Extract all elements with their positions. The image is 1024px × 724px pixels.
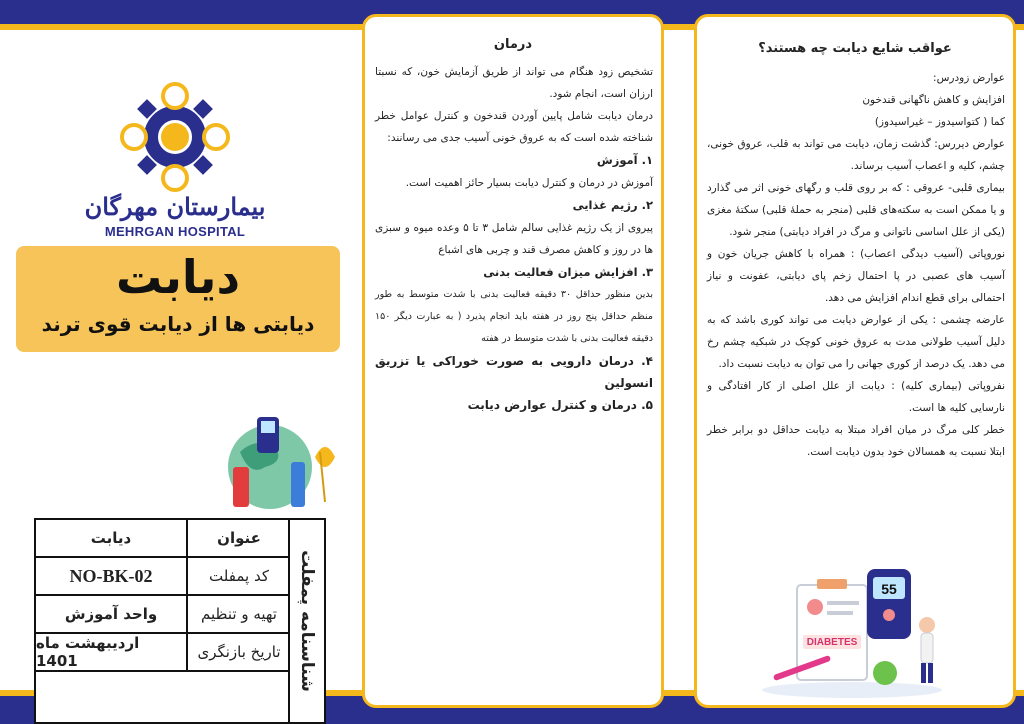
- glucometer-reading: 55: [881, 581, 897, 597]
- treatment-heading-5: ۵. درمان و کنترل عوارض دیابت: [467, 398, 653, 412]
- id-label: عنوان: [186, 520, 290, 556]
- table-row: [36, 596, 290, 634]
- eye-complication: عارضه چشمی : یکی از عوارض دیابت می تواند کوری باشد که به دلیل آسیب طولانی مدت به عروق خونی کوچک در شبکیه چشم رخ می دهد. یک درصد از کوری جهانی را می توان به دیابت نسبت داد.: [707, 314, 1005, 370]
- treatment-body: [375, 61, 653, 416]
- death-risk: خطر کلی مرگ در میان افراد مبتلا به دیابت حداقل دو برابر خطر ابتلا نسبت به همسالان خود بدون دیابت است.: [707, 424, 1005, 458]
- treatment-para-1: آموزش در درمان و کنترل دیابت بسیار حائز اهمیت است.: [405, 177, 653, 189]
- id-label: کد پمفلت: [186, 558, 290, 594]
- table-row: [36, 558, 290, 596]
- heart-complication: بیماری قلبی- عروقی : که بر روی قلب و رگهای خونی اثر می گذارد و یا ممکن است به سکته‌های قلبی (منجر به حملهٔ قلبی) سکتهٔ مغزی (یکی از علل اساسی ناتوانی و مرگ در افراد دیابتی) منجر شود.: [707, 182, 1005, 238]
- cover-subtitle: دیابتی ها از دیابت قوی ترند: [41, 312, 315, 336]
- id-value: اردیبهشت ماه 1401: [36, 634, 140, 670]
- diabetes-check-illustration: [757, 565, 947, 700]
- treatment-para-2: پیروی از یک رژیم غذایی سالم شامل ۳ تا ۵ وعده میوه و سبزی ها در روز و کاهش مصرف قند و چربی های اشباع: [375, 222, 654, 256]
- id-label: تهیه و تنظیم: [186, 596, 290, 632]
- table-row: [36, 520, 290, 558]
- title-box: [16, 246, 340, 352]
- complications-body: [707, 67, 1005, 463]
- late-complications: عوارض دیررس: گذشت زمان، دیابت می تواند به قلب، عروق خونی، چشم، کلیه و اعصاب آسیب برساند.: [707, 138, 1005, 172]
- id-table-side-title: شناسنامه پمفلت: [288, 520, 324, 722]
- id-label: تاریخ بازنگری: [186, 634, 290, 670]
- treatment-heading-2: ۲. رژیم غذایی: [572, 198, 653, 212]
- brand-name-en: MEHRGAN HOSPITAL: [104, 224, 246, 239]
- early-item-2: کما ( کتواسیدوز – غیراسیدوز): [874, 116, 1005, 128]
- treatment-heading-1: ۱. آموزش: [596, 153, 653, 167]
- treatment-para-3: بدین منظور حداقل ۳۰ دقیقه فعالیت بدنی با شدت متوسط به طور منظم حداقل پنج روز در هفته باید انجام پذیرد ( به عبارت دیگر ۱۵۰ دقیقه فعالیت بدنی با شدت متوسط در هفته: [375, 289, 654, 344]
- treatment-heading-3: ۳. افزایش میزان فعالیت بدنی: [483, 265, 653, 279]
- id-value: دیابت: [90, 529, 132, 547]
- id-value: واحد آموزش: [64, 605, 158, 623]
- treatment-heading-4: ۴. درمان دارویی به صورت خوراکی یا تزریق انسولین: [375, 354, 653, 390]
- hospital-logo-icon: [120, 82, 230, 192]
- treatment-title: درمان: [493, 37, 533, 52]
- cover-title: دیابت: [115, 250, 241, 304]
- kidney-complication: نفروپاتی (بیماری کلیه) : دیابت از علل اصلی از کار افتادگی و نارسایی کلیه ها است.: [707, 380, 1005, 414]
- pamphlet-id-table: [34, 518, 326, 724]
- id-value: NO-BK-02: [69, 565, 153, 586]
- early-title: عوارض زودرس:: [933, 72, 1005, 84]
- treatment-intro-1: تشخیص زود هنگام می تواند از طریق آزمایش خون، که نسبتا ارزان است، انجام شود.: [375, 66, 653, 100]
- treatment-card: [362, 14, 664, 708]
- cover-panel: [0, 32, 350, 692]
- treatment-intro-2: درمان دیابت شامل پایین آوردن قندخون و کنترل عوامل خطر شناخته شده است که به عروق خونی آسیب جدی می رسانند:: [375, 110, 653, 144]
- early-item-1: افزایش و کاهش ناگهانی قندخون: [862, 94, 1005, 106]
- diabetes-globe-illustration: [205, 407, 345, 517]
- table-row: [36, 634, 290, 672]
- brand-name-fa: بیمارستان مهرگان: [84, 192, 266, 221]
- nerve-complication: نوروپاتی (آسیب دیدگی اعصاب) : همراه با کاهش جریان خون و آسیب های عصبی در پا احتمال زخم پای دیابتی، عفونت و نیاز احتمالی برای قطع اندام افزایش می دهد.: [707, 248, 1005, 304]
- diabetes-poster-label: DIABETES: [806, 637, 858, 648]
- complications-title: عواقب شایع دیابت چه هستند؟: [758, 41, 952, 56]
- complications-card: [694, 14, 1016, 708]
